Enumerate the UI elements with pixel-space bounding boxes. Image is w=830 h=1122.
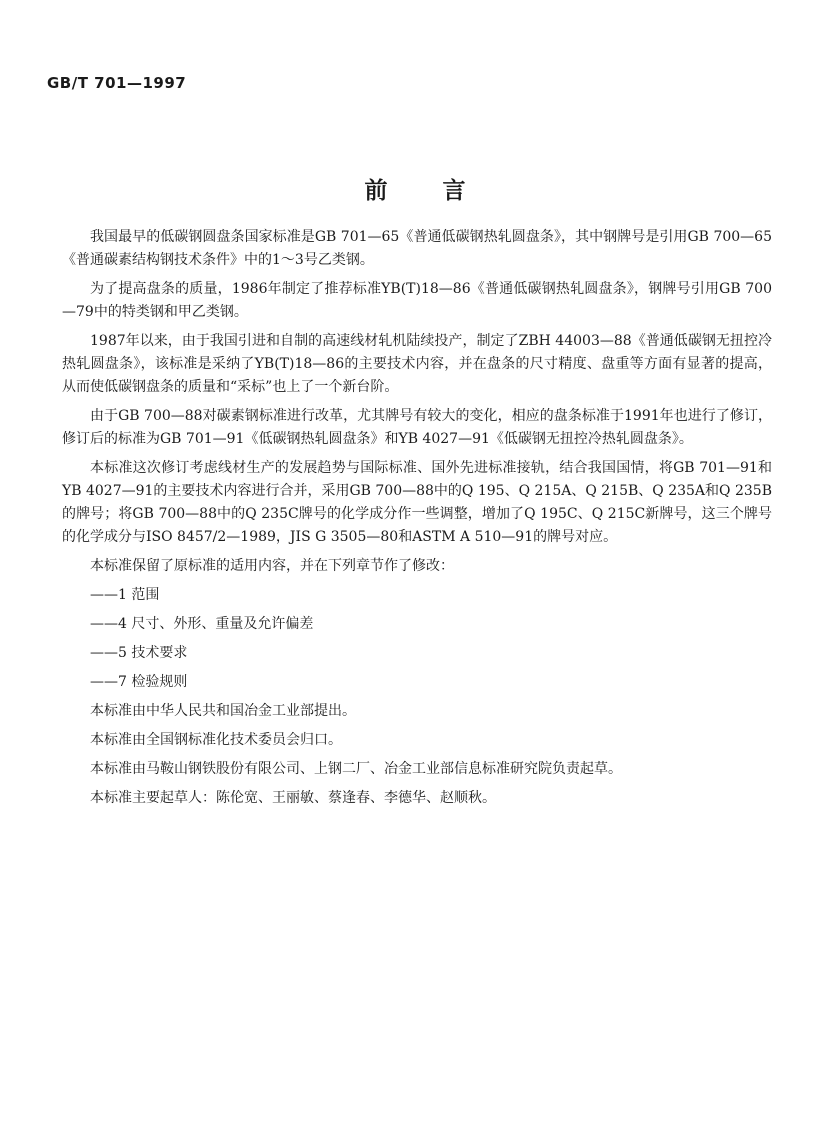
closing-committee: 本标准由全国钢标准化技术委员会归口。 [90,732,342,748]
paragraph-1986-standard: 为了提高盘条的质量，1986年制定了推荐标准YB(T)18—86《普通低碳钢热轧圆盘条》，钢牌号引用GB 700—79中的特类钢和甲乙类钢。 [62,281,772,320]
paragraph-1987-standard: 1987年以来，由于我国引进和自制的高速线材轧机陆续投产，制定了ZBH 44003—88《普通低碳钢无扭控冷热轧圆盘条》，该标准是采纳了YB(T)18—86的主要技术内容，并在盘条的尺寸精度、盘重等方面有显著的提高，从而使低碳钢盘条的质量和“采标”也上了一个新台阶。 [62,333,772,395]
closing-drafting-units: 本标准由马鞍山钢铁股份有限公司、上钢二厂、冶金工业部信息标准研究院负责起草。 [90,761,622,777]
change-item-requirements: ——5 技术要求 [90,645,188,661]
preface-body [62,226,772,816]
change-item-inspection: ——7 检验规则 [90,674,188,690]
paragraph-current-revision: 本标准这次修订考虑线材生产的发展趋势与国际标准、国外先进标准接轨，结合我国国情，将GB 701—91和YB 4027—91的主要技术内容进行合并，采用GB 700—88中的Q 195、Q 215A、Q 215B、Q 235A和Q 235B的牌号；将GB 700—88中的Q 235C牌号的化学成分作一些调整，增加了Q 195C、Q 215C新牌号，这三个牌号的化学成分与ISO 8457/2—1989，JIS G 3505—80和ASTM A 510—91的牌号对应。 [62,460,772,545]
closing-drafters: 本标准主要起草人：陈伦宽、王丽敏、蔡逢春、李德华、赵顺秋。 [90,790,496,806]
paragraph-changes-intro: 本标准保留了原标准的适用内容，并在下列章节作了修改： [90,558,454,574]
change-item-dimensions: ——4 尺寸、外形、重量及允许偏差 [90,616,314,632]
standard-code: GB/T 701—1997 [47,74,187,92]
paragraph-1991-revision: 由于GB 700—88对碳素钢标准进行改革，尤其牌号有较大的变化，相应的盘条标准于1991年也进行了修订，修订后的标准为GB 701—91《低碳钢热轧圆盘条》和YB 4027—91《低碳钢无扭控冷热轧圆盘条》。 [62,408,772,447]
paragraph-history: 我国最早的低碳钢圆盘条国家标准是GB 701—65《普通低碳钢热轧圆盘条》，其中钢牌号是引用GB 700—65《普通碳素结构钢技术条件》中的1～3号乙类钢。 [62,229,772,268]
change-item-scope: ——1 范围 [90,587,160,603]
page-title: 前言 [364,178,521,204]
closing-proposer: 本标准由中华人民共和国冶金工业部提出。 [90,703,356,719]
